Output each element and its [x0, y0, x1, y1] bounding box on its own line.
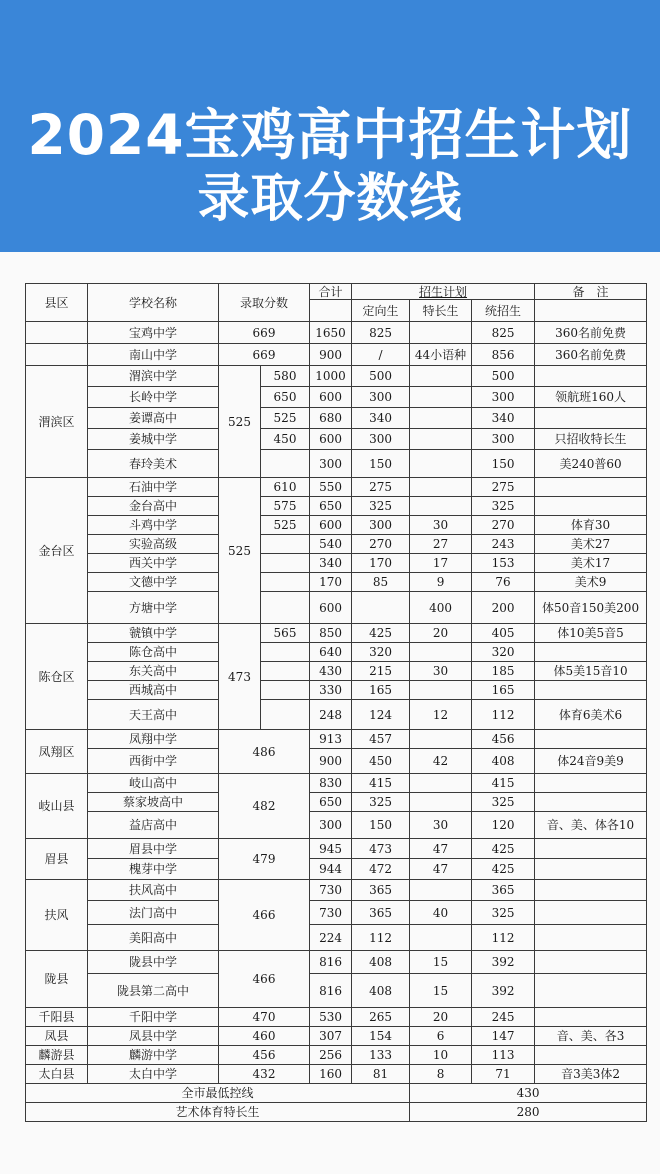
score-cell: 669 [219, 322, 310, 344]
header-row [26, 284, 647, 300]
special-cell: 12 [410, 700, 472, 730]
unified-cell: 325 [472, 793, 535, 812]
total-cell: 945 [310, 839, 352, 859]
table-row [26, 774, 647, 793]
table-row [26, 1027, 647, 1046]
unified-cell: 185 [472, 662, 535, 681]
special-cell: 20 [410, 1008, 472, 1027]
total-cell: 830 [310, 774, 352, 793]
remark-cell: 体50音150美200 [535, 592, 647, 624]
table-row [26, 366, 647, 387]
unified-cell: 425 [472, 859, 535, 880]
table-row [26, 322, 647, 344]
district-cell: 眉县 [26, 839, 88, 880]
unified-cell: 76 [472, 573, 535, 592]
district-cell: 麟游县 [26, 1046, 88, 1065]
special-cell: 47 [410, 859, 472, 880]
table-row [26, 925, 647, 951]
school-name: 实验高级 [88, 535, 219, 554]
unified-cell: 325 [472, 901, 535, 925]
remark-cell: 美术17 [535, 554, 647, 573]
special-cell: 27 [410, 535, 472, 554]
school-name: 石油中学 [88, 478, 219, 497]
summary-row [26, 1103, 647, 1122]
unified-cell: 71 [472, 1065, 535, 1084]
total-cell: 248 [310, 700, 352, 730]
district-cell: 扶风 [26, 880, 88, 951]
total-cell: 256 [310, 1046, 352, 1065]
directed-cell: 170 [352, 554, 410, 573]
special-cell: 15 [410, 951, 472, 974]
directed-cell: 408 [352, 974, 410, 1008]
school-name: 眉县中学 [88, 839, 219, 859]
unified-cell: 275 [472, 478, 535, 497]
unified-cell: 165 [472, 681, 535, 700]
directed-cell: 365 [352, 901, 410, 925]
school-name: 益店高中 [88, 812, 219, 839]
total-cell: 160 [310, 1065, 352, 1084]
district-cell: 渭滨区 [26, 366, 88, 478]
total-cell: 816 [310, 974, 352, 1008]
directed-cell: 320 [352, 643, 410, 662]
directed-cell: 300 [352, 429, 410, 450]
header-unified: 统招生 [472, 300, 535, 322]
table-row [26, 1065, 647, 1084]
directed-cell: 473 [352, 839, 410, 859]
score-cell: 479 [219, 839, 310, 880]
sub-score-cell: 565 [261, 624, 310, 643]
directed-cell: 825 [352, 322, 410, 344]
special-cell: 47 [410, 839, 472, 859]
directed-cell: 365 [352, 880, 410, 901]
unified-cell: 415 [472, 774, 535, 793]
unified-cell: 456 [472, 730, 535, 749]
district-cell: 金台区 [26, 478, 88, 624]
directed-cell: 300 [352, 516, 410, 535]
school-name: 长岭中学 [88, 387, 219, 408]
remark-cell: 美240普60 [535, 450, 647, 478]
score-cell: 473 [219, 624, 261, 730]
summary-row [26, 1084, 647, 1103]
directed-cell: 270 [352, 535, 410, 554]
unified-cell: 243 [472, 535, 535, 554]
special-cell: 400 [410, 592, 472, 624]
school-name: 凤县中学 [88, 1027, 219, 1046]
directed-cell: 150 [352, 450, 410, 478]
school-name: 春玲美术 [88, 450, 219, 478]
directed-cell: 165 [352, 681, 410, 700]
school-name: 虢镇中学 [88, 624, 219, 643]
school-name: 陈仓高中 [88, 643, 219, 662]
header-score: 录取分数 [219, 284, 310, 322]
directed-cell: 325 [352, 793, 410, 812]
unified-cell: 150 [472, 450, 535, 478]
school-name: 扶风高中 [88, 880, 219, 901]
header-plan: 招生计划 [352, 284, 535, 300]
table-row [26, 344, 647, 366]
total-cell: 730 [310, 880, 352, 901]
table-row [26, 951, 647, 974]
school-name: 姜谭高中 [88, 408, 219, 429]
unified-cell: 300 [472, 387, 535, 408]
special-cell: 8 [410, 1065, 472, 1084]
total-cell: 170 [310, 573, 352, 592]
table-row [26, 662, 647, 681]
table-row [26, 1008, 647, 1027]
total-cell: 816 [310, 951, 352, 974]
table-row [26, 812, 647, 839]
total-cell: 650 [310, 497, 352, 516]
remark-cell: 美术9 [535, 573, 647, 592]
total-cell: 300 [310, 450, 352, 478]
directed-cell: 124 [352, 700, 410, 730]
remark-cell: 领航班160人 [535, 387, 647, 408]
score-cell: 432 [219, 1065, 310, 1084]
art-sport-value: 280 [410, 1103, 647, 1122]
special-cell: 40 [410, 901, 472, 925]
total-cell: 224 [310, 925, 352, 951]
total-cell: 1650 [310, 322, 352, 344]
score-cell: 466 [219, 951, 310, 1008]
total-cell: 300 [310, 812, 352, 839]
district-cell: 千阳县 [26, 1008, 88, 1027]
total-cell: 340 [310, 554, 352, 573]
unified-cell: 425 [472, 839, 535, 859]
school-name: 西街中学 [88, 749, 219, 774]
district-cell: 陇县 [26, 951, 88, 1008]
remark-cell: 体育30 [535, 516, 647, 535]
total-cell: 944 [310, 859, 352, 880]
directed-cell: 265 [352, 1008, 410, 1027]
school-name: 美阳高中 [88, 925, 219, 951]
special-cell: 6 [410, 1027, 472, 1046]
school-name: 姜城中学 [88, 429, 219, 450]
unified-cell: 340 [472, 408, 535, 429]
table-row [26, 1046, 647, 1065]
school-name: 天王高中 [88, 700, 219, 730]
remark-cell: 体5美15音10 [535, 662, 647, 681]
sub-score-cell: 575 [261, 497, 310, 516]
total-cell: 307 [310, 1027, 352, 1046]
school-name: 西关中学 [88, 554, 219, 573]
unified-cell: 153 [472, 554, 535, 573]
directed-cell: 133 [352, 1046, 410, 1065]
score-cell: 486 [219, 730, 310, 774]
remark-cell: 音、美、各3 [535, 1027, 647, 1046]
special-cell: 30 [410, 812, 472, 839]
school-name: 槐芽中学 [88, 859, 219, 880]
school-name: 凤翔中学 [88, 730, 219, 749]
table-row [26, 700, 647, 730]
table-row [26, 730, 647, 749]
directed-cell: 300 [352, 387, 410, 408]
table-row [26, 450, 647, 478]
total-cell: 730 [310, 901, 352, 925]
total-cell: 650 [310, 793, 352, 812]
header-total-blank [310, 300, 352, 322]
school-name: 南山中学 [88, 344, 219, 366]
directed-cell: 275 [352, 478, 410, 497]
table-row [26, 497, 647, 516]
unified-cell: 856 [472, 344, 535, 366]
unified-cell: 325 [472, 497, 535, 516]
directed-cell: 215 [352, 662, 410, 681]
header-special: 特长生 [410, 300, 472, 322]
table-row [26, 880, 647, 901]
total-cell: 850 [310, 624, 352, 643]
remark-cell: 体10美5音5 [535, 624, 647, 643]
school-name: 陇县第二高中 [88, 974, 219, 1008]
unified-cell: 112 [472, 700, 535, 730]
directed-cell: 154 [352, 1027, 410, 1046]
school-name: 金台高中 [88, 497, 219, 516]
score-cell: 460 [219, 1027, 310, 1046]
school-name: 西城高中 [88, 681, 219, 700]
header-total: 合计 [310, 284, 352, 300]
directed-cell: 112 [352, 925, 410, 951]
remark-cell: 体育6美术6 [535, 700, 647, 730]
remark-cell: 360名前免费 [535, 344, 647, 366]
school-name: 岐山高中 [88, 774, 219, 793]
total-cell: 1000 [310, 366, 352, 387]
table-row [26, 859, 647, 880]
sub-score-cell: 450 [261, 429, 310, 450]
total-cell: 900 [310, 344, 352, 366]
table-row [26, 974, 647, 1008]
unified-cell: 112 [472, 925, 535, 951]
special-cell: 15 [410, 974, 472, 1008]
total-cell: 550 [310, 478, 352, 497]
table-row [26, 624, 647, 643]
header-remark-blank [535, 300, 647, 322]
school-name: 东关高中 [88, 662, 219, 681]
total-cell: 430 [310, 662, 352, 681]
unified-cell: 245 [472, 1008, 535, 1027]
district-cell: 凤翔区 [26, 730, 88, 774]
table-row [26, 681, 647, 700]
table-row [26, 429, 647, 450]
directed-cell: 457 [352, 730, 410, 749]
score-cell: 525 [219, 366, 261, 478]
directed-cell: 81 [352, 1065, 410, 1084]
school-name: 渭滨中学 [88, 366, 219, 387]
score-cell: 466 [219, 880, 310, 951]
total-cell: 640 [310, 643, 352, 662]
sub-score-cell: 650 [261, 387, 310, 408]
table-row [26, 573, 647, 592]
district-cell: 岐山县 [26, 774, 88, 839]
table-row [26, 839, 647, 859]
table-row [26, 408, 647, 429]
remark-cell: 体24音9美9 [535, 749, 647, 774]
school-name: 斗鸡中学 [88, 516, 219, 535]
remark-cell: 音3美3体2 [535, 1065, 647, 1084]
school-name: 文德中学 [88, 573, 219, 592]
school-name: 蔡家坡高中 [88, 793, 219, 812]
city-min-label: 全市最低控线 [26, 1084, 410, 1103]
table-row [26, 554, 647, 573]
directed-cell: 85 [352, 573, 410, 592]
unified-cell: 405 [472, 624, 535, 643]
score-cell: 470 [219, 1008, 310, 1027]
table-row [26, 643, 647, 662]
total-cell: 540 [310, 535, 352, 554]
score-cell: 669 [219, 344, 310, 366]
header-remark: 备 注 [535, 284, 647, 300]
header-district: 县区 [26, 284, 88, 322]
total-cell: 600 [310, 516, 352, 535]
table-row [26, 535, 647, 554]
sub-score-cell: 610 [261, 478, 310, 497]
score-cell: 525 [219, 478, 261, 624]
special-cell: 30 [410, 662, 472, 681]
directed-cell: 150 [352, 812, 410, 839]
total-cell: 900 [310, 749, 352, 774]
school-name: 千阳中学 [88, 1008, 219, 1027]
table-row [26, 592, 647, 624]
remark-cell: 只招收特长生 [535, 429, 647, 450]
directed-cell: / [352, 344, 410, 366]
city-min-value: 430 [410, 1084, 647, 1103]
table-row [26, 793, 647, 812]
unified-cell: 408 [472, 749, 535, 774]
unified-cell: 270 [472, 516, 535, 535]
directed-cell: 472 [352, 859, 410, 880]
total-cell: 600 [310, 592, 352, 624]
total-cell: 913 [310, 730, 352, 749]
directed-cell: 450 [352, 749, 410, 774]
directed-cell: 425 [352, 624, 410, 643]
title-banner [0, 0, 660, 252]
special-cell: 42 [410, 749, 472, 774]
directed-cell: 415 [352, 774, 410, 793]
unified-cell: 392 [472, 974, 535, 1008]
total-cell: 600 [310, 429, 352, 450]
unified-cell: 200 [472, 592, 535, 624]
table-row [26, 516, 647, 535]
table-row [26, 749, 647, 774]
page-title: 2024宝鸡高中招生计划 [27, 103, 633, 167]
district-cell: 太白县 [26, 1065, 88, 1084]
table-row [26, 478, 647, 497]
remark-cell: 音、美、体各10 [535, 812, 647, 839]
unified-cell: 500 [472, 366, 535, 387]
district-cell: 凤县 [26, 1027, 88, 1046]
special-cell: 30 [410, 516, 472, 535]
special-cell: 10 [410, 1046, 472, 1065]
page-subtitle: 录取分数线 [197, 169, 463, 229]
school-name: 陇县中学 [88, 951, 219, 974]
total-cell: 680 [310, 408, 352, 429]
art-sport-label: 艺术体育特长生 [26, 1103, 410, 1122]
special-cell: 20 [410, 624, 472, 643]
remark-cell: 美术27 [535, 535, 647, 554]
unified-cell: 300 [472, 429, 535, 450]
total-cell: 530 [310, 1008, 352, 1027]
sub-score-cell: 525 [261, 408, 310, 429]
directed-cell: 500 [352, 366, 410, 387]
unified-cell: 320 [472, 643, 535, 662]
directed-cell: 340 [352, 408, 410, 429]
unified-cell: 113 [472, 1046, 535, 1065]
sub-score-cell: 580 [261, 366, 310, 387]
header-school: 学校名称 [88, 284, 219, 322]
directed-cell: 325 [352, 497, 410, 516]
unified-cell: 120 [472, 812, 535, 839]
directed-cell: 408 [352, 951, 410, 974]
special-cell: 9 [410, 573, 472, 592]
remark-cell: 360名前免费 [535, 322, 647, 344]
total-cell: 600 [310, 387, 352, 408]
school-name: 方塘中学 [88, 592, 219, 624]
score-cell: 456 [219, 1046, 310, 1065]
table-row [26, 901, 647, 925]
special-cell: 44小语种 [410, 344, 472, 366]
header-directed: 定向生 [352, 300, 410, 322]
special-cell: 17 [410, 554, 472, 573]
unified-cell: 825 [472, 322, 535, 344]
score-cell: 482 [219, 774, 310, 839]
sub-score-cell: 525 [261, 516, 310, 535]
admission-table [25, 283, 647, 1122]
district-cell: 陈仓区 [26, 624, 88, 730]
school-name: 麟游中学 [88, 1046, 219, 1065]
school-name: 太白中学 [88, 1065, 219, 1084]
school-name: 法门高中 [88, 901, 219, 925]
unified-cell: 147 [472, 1027, 535, 1046]
unified-cell: 392 [472, 951, 535, 974]
total-cell: 330 [310, 681, 352, 700]
school-name: 宝鸡中学 [88, 322, 219, 344]
unified-cell: 365 [472, 880, 535, 901]
table-row [26, 387, 647, 408]
